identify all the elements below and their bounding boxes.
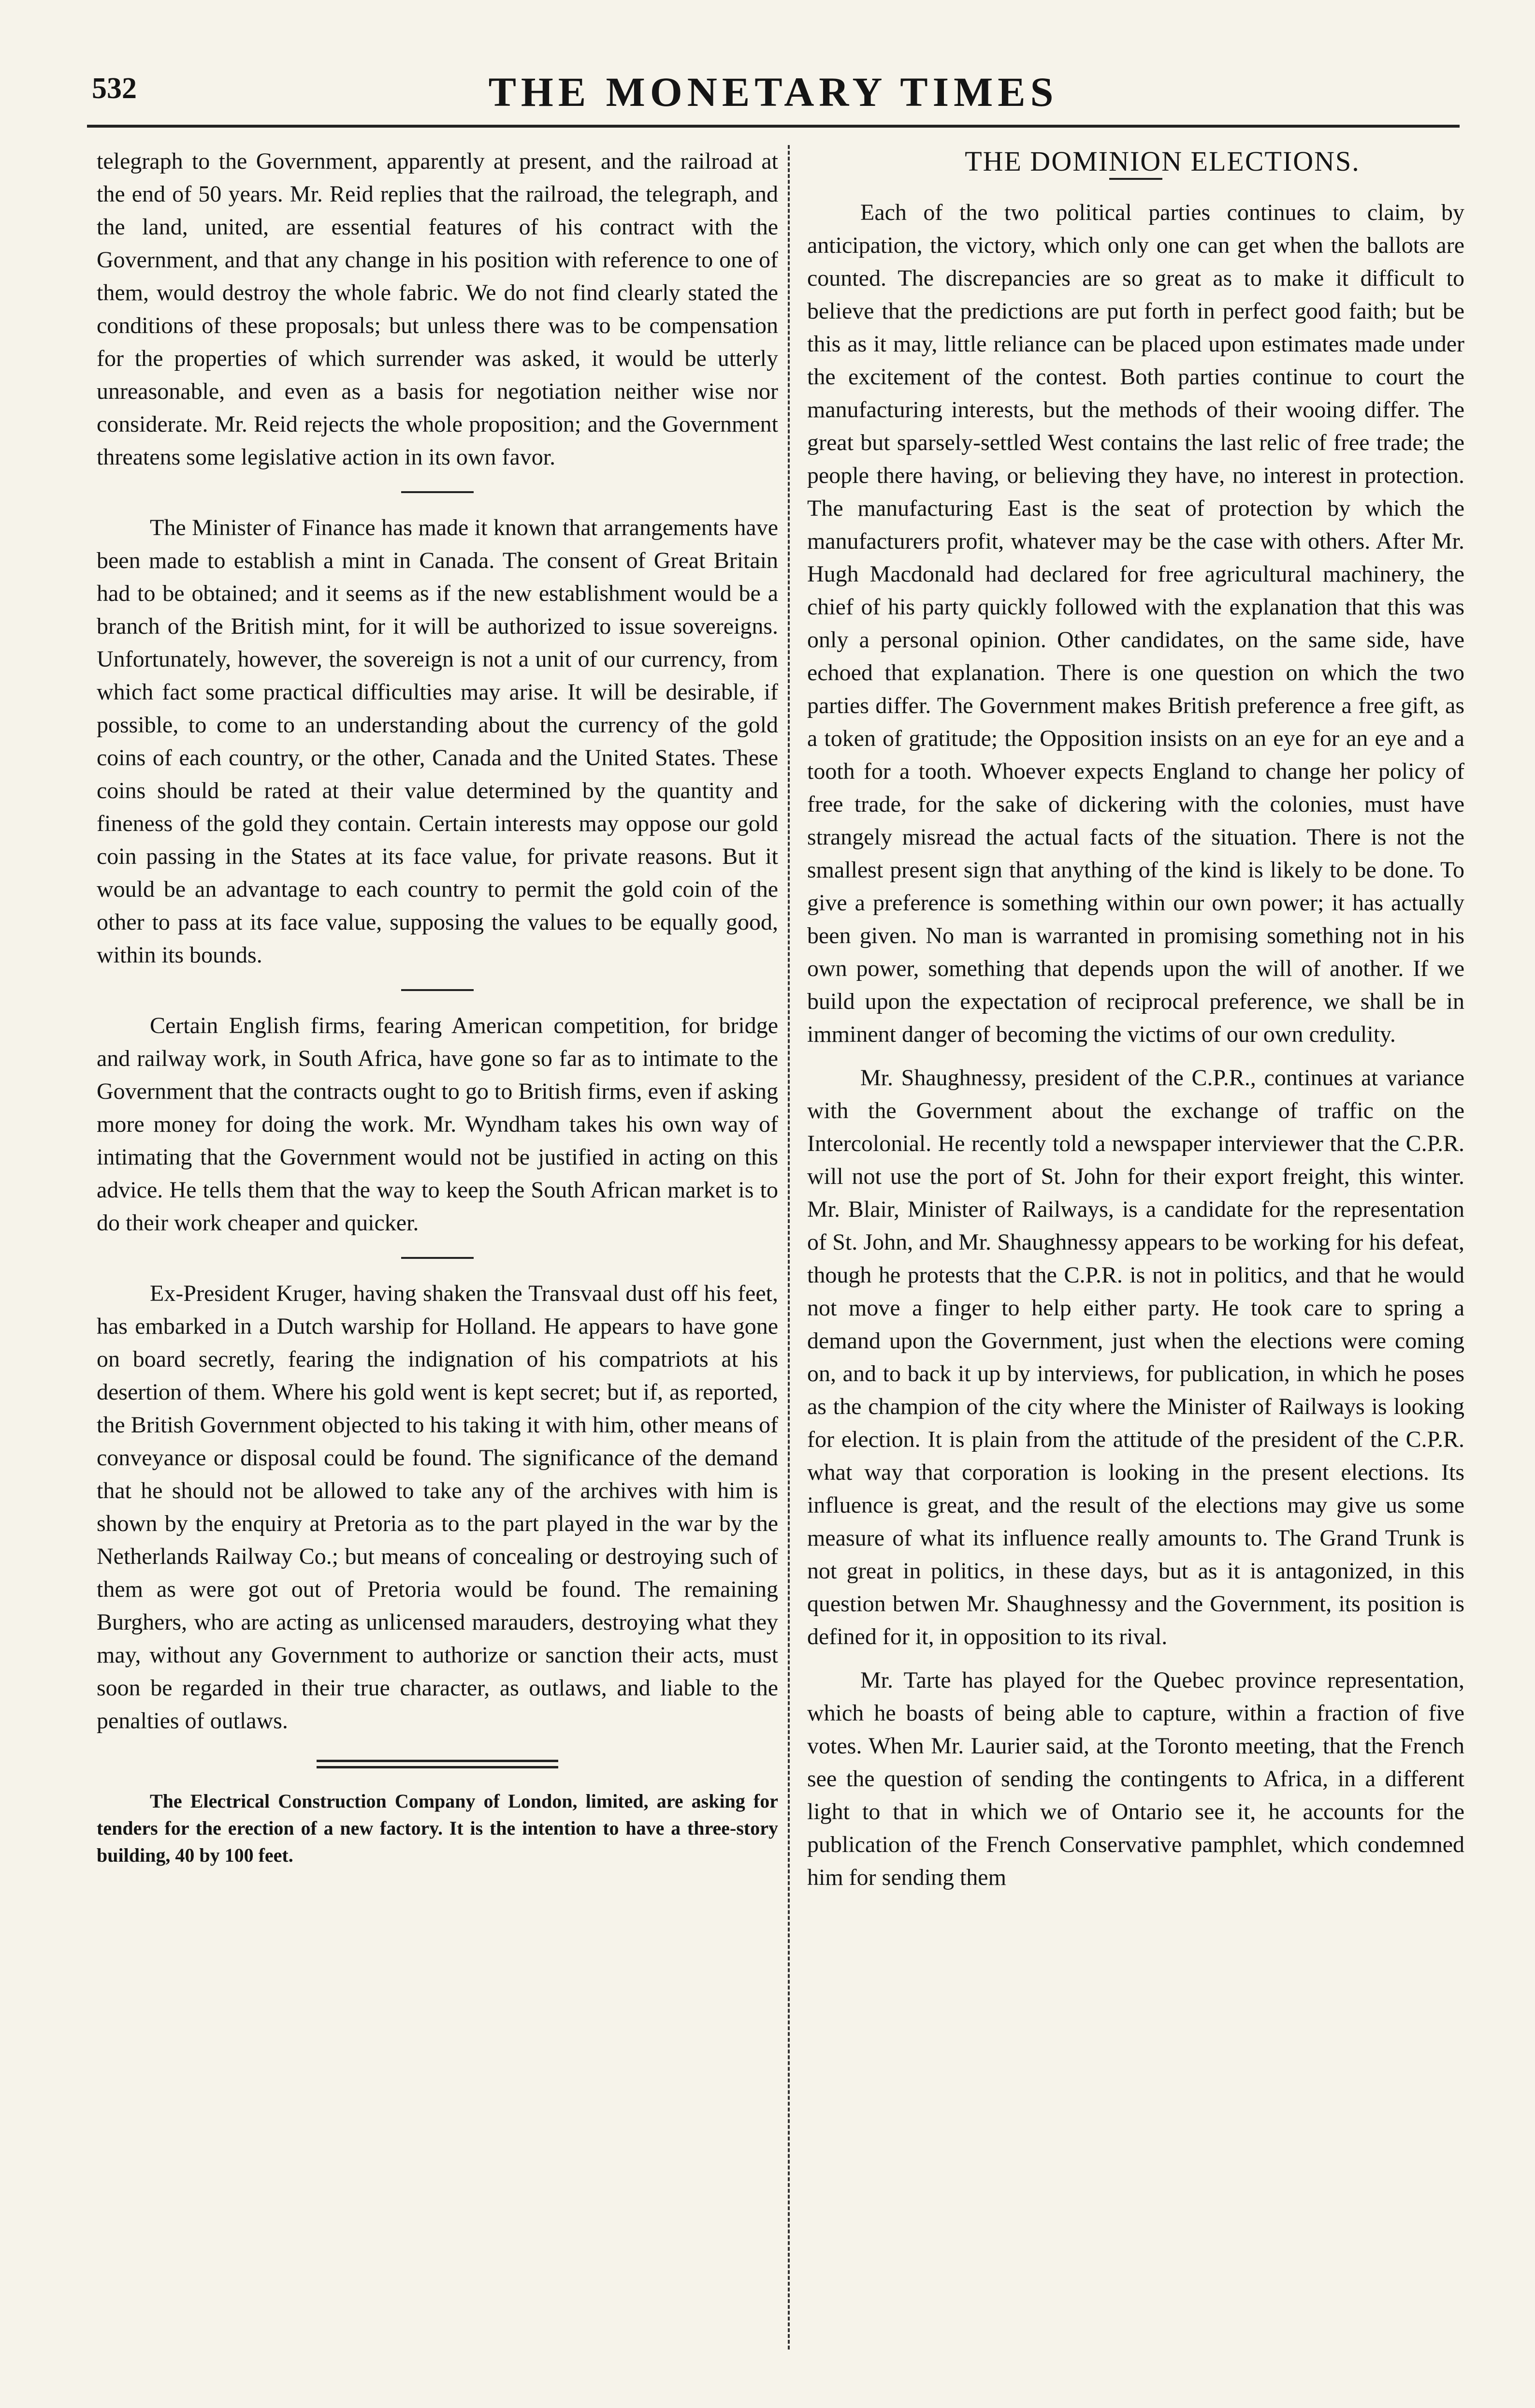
section-title: THE DOMINION ELECTIONS.: [965, 146, 1360, 177]
section-divider: [401, 989, 474, 991]
article-paragraph: Each of the two political parties continues to claim, by anticipation, the victory, which only one can get when the ballots are counted. The discrepancies are so great as to make it difficult to believe that the predictions are put forth in perfect good faith; but be this as it may, little reliance can be placed upon estimates made under the excitement of the contest. Both parties continue to court the manufacturing interests, but the methods of their wooing differ. The great but sparsely-settled West contains the last relic of free trade; the people there having, or believing they have, no interest in protection. The manufacturing East is the seat of protection by which the manufacturers profit, whatever may be the case with others. After Mr. Hugh Macdonald had declared for free agricultural machinery, the chief of his party quickly followed with the explanation that this was only a personal opinion. Other candidates, on the same side, have echoed that explanation. There is one question on which the two parties differ. The Government makes British preference a free gift, as a token of gratitude; the Opposition insists on an eye for an eye and a tooth for a tooth. Whoever expects England to change her policy of free trade, for the sake of dickering with the colonies, must have strangely misread the actual facts of the situation. There is not the smallest present sign that anything of the kind is likely to be done. To give a preference is something within our own power; it has actually been given. No man is warranted in promising something not in his own power, something that depends upon the will of another. If we build upon the expectation of reciprocal preference, we shall be in imminent danger of becoming the victims of our own credulity.: [807, 200, 1464, 1047]
article-paragraph: The Minister of Finance has made it known that arrangements have been made to establish a mint in Canada. The consent of Great Britain had to be obtained; and it seems as if the new establishment would be a branch of the British mint, for it will be authorized to issue sovereigns. Unfortunately, however, the sovereign is not a unit of our currency, from which fact some practical difficulties may arise. It will be desirable, if possible, to come to an understanding about the currency of the gold coins of each country, or the other, Canada and the United States. These coins should be rated at their value determined by the quantity and fineness of the gold they contain. Certain interests may oppose our gold coin passing in the States at its face value, for private reasons. But it would be an advantage to each country to permit the gold coin of the other to pass at its face value, supposing the values to be equally good, within its bounds.: [97, 515, 778, 968]
column-divider: [788, 145, 790, 2350]
page-header: [92, 68, 1455, 126]
masthead-title: THE MONETARY TIMES: [488, 69, 1058, 115]
title-rule: [1109, 178, 1162, 180]
header-rule: [87, 125, 1460, 128]
section-divider: [401, 491, 474, 493]
article-paragraph: Certain English firms, fearing American competition, for bridge and railway work, in South Africa, have gone so far as to intimate to the Government that the contracts ought to go to British firms, even if asking more money for doing the work. Mr. Wyndham takes his own way of intimating that the Government would not be justified in acting on this advice. He tells them that the way to keep the South African market is to do their work cheaper and quicker.: [97, 1013, 778, 1236]
business-notice: The Electrical Construction Company of London, limited, are asking for tenders for the erection of a new factory. It is the intention to have a three-story building, 40 by 100 feet.: [97, 1790, 778, 1866]
left-column: [97, 145, 778, 1869]
notice-divider: [317, 1760, 558, 1768]
section-divider: [401, 1257, 474, 1259]
article-paragraph: Mr. Shaughnessy, president of the C.P.R., continues at variance with the Government about the exchange of traffic on the Intercolonial. He recently told a newspaper interviewer that the C.P.R. will not use the port of St. John for their export freight, this winter. Mr. Blair, Minister of Railways, is a candidate for the representation of St. John, and Mr. Shaughnessy appears to be working for his defeat, though he protests that the C.P.R. is not in politics, and that he would not move a finger to help either party. He took care to spring a demand upon the Government, just when the elections were coming on, and to back it up by interviews, for publication, in which he poses as the champion of the city where the Minister of Railways is looking for election. It is plain from the attitude of the president of the C.P.R. what way that corporation is looking in the present elections. Its influence is great, and the result of the elections may give us some measure of what its influence really amounts to. The Grand Trunk is not great in politics, in these days, but as it is antagonized, in this question betwen Mr. Shaughnessy and the Government, its position is defined for it, in opposition to its rival.: [807, 1065, 1464, 1649]
article-paragraph: telegraph to the Government, apparently at present, and the railroad at the end of 50 years. Mr. Reid replies that the railroad, the telegraph, and the land, united, are essential features of his contract with the Government, and that any change in his position with reference to one of them, would destroy the whole fabric. We do not find clearly stated the conditions of these proposals; but unless there was to be compensation for the properties of which surrender was asked, it would be utterly unreasonable, and even as a basis for negotiation neither wise nor considerate. Mr. Reid rejects the whole proposition; and the Government threatens some legislative action in its own favor.: [97, 148, 778, 470]
article-paragraph: Mr. Tarte has played for the Quebec province representation, which he boasts of being able to capture, within a fraction of five votes. When Mr. Laurier said, at the Toronto meeting, that the French see the question of sending the contingents to Africa, in a different light to that in which we of Ontario see it, he accounts for the publication of the French Conservative pamphlet, which condemned him for sending them: [807, 1667, 1464, 1890]
right-column: [807, 145, 1464, 1894]
page-number: 532: [92, 72, 137, 105]
article-paragraph: Ex-President Kruger, having shaken the Transvaal dust off his feet, has embarked in a Dutch warship for Holland. He appears to have gone on board secretly, fearing the indignation of his compatriots at his desertion of them. Where his gold went is kept secret; but if, as reported, the British Government objected to his taking it with him, other means of conveyance or disposal could be found. The significance of the demand that he should not be allowed to take any of the archives with him is shown by the enquiry at Pretoria as to the part played in the war by the Netherlands Railway Co.; but means of concealing or destroying such of them as were got out of Pretoria would be found. The remaining Burghers, who are acting as unlicensed marauders, destroying what they may, without any Government to authorize or sanction their acts, must soon be regarded in their true character, as outlaws, and liable to the penalties of outlaws.: [97, 1281, 778, 1734]
